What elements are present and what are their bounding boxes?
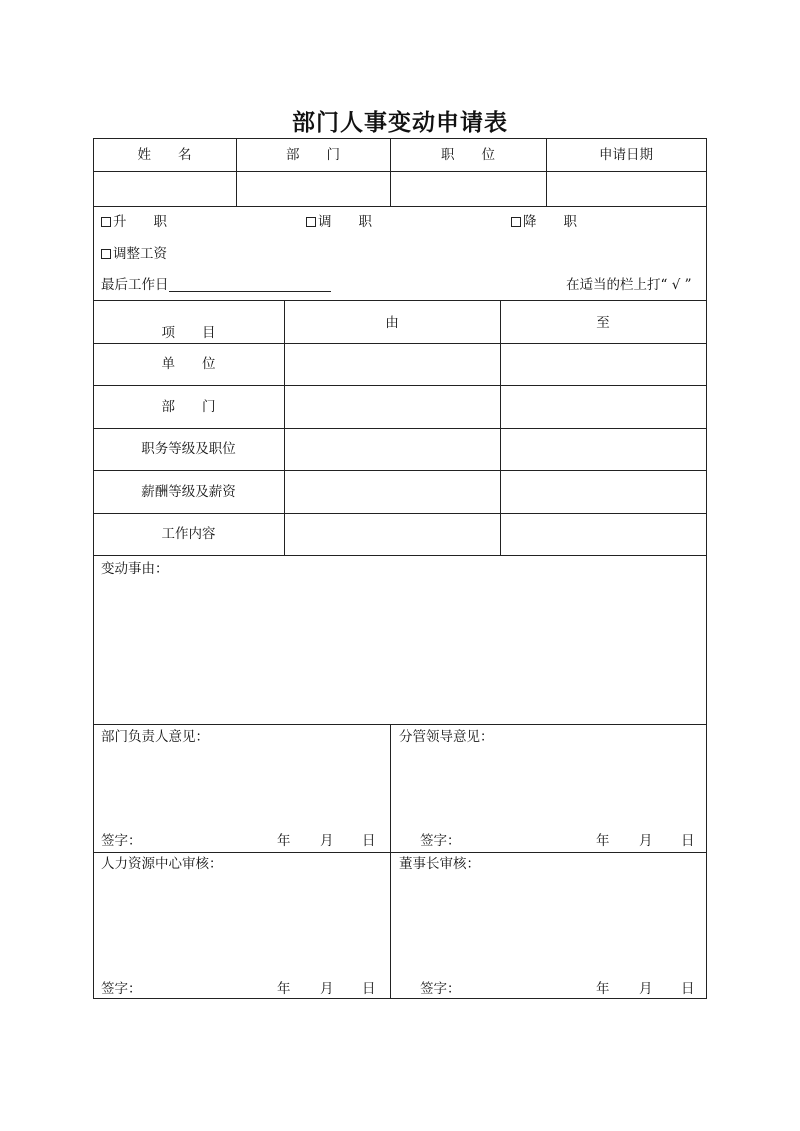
option-transfer[interactable] <box>306 214 372 230</box>
last-workday-field[interactable] <box>169 277 331 292</box>
apply-date-field[interactable] <box>547 172 705 205</box>
row-label-job-content: 工作内容 <box>161 526 216 542</box>
line-change-row2 <box>93 428 707 429</box>
chairman-label: 董事长审核： <box>399 856 480 872</box>
year-label: 年 <box>596 833 610 849</box>
reason-label: 变动事由： <box>101 561 169 577</box>
last-workday-label: 最后工作日 <box>101 277 169 293</box>
line-bottom <box>93 998 707 999</box>
line-change-row1 <box>93 385 707 386</box>
month-label: 月 <box>320 833 334 849</box>
check-hint: 在适当的栏上打“ √ ” <box>566 277 692 293</box>
year-label: 年 <box>596 981 610 997</box>
year-label: 年 <box>277 981 291 997</box>
month-label: 月 <box>639 981 653 997</box>
checkbox-icon[interactable] <box>511 217 521 227</box>
checkbox-icon[interactable] <box>306 217 316 227</box>
to-header: 至 <box>596 315 610 331</box>
sign-label: 签字： <box>101 981 142 997</box>
header-position: 职 位 <box>441 147 495 163</box>
row-label-grade-position: 职务等级及职位 <box>141 441 236 457</box>
sign-label: 签字： <box>420 981 461 997</box>
line-change-row3 <box>93 470 707 471</box>
border-left <box>93 138 94 999</box>
sign-label: 签字： <box>101 833 142 849</box>
hr-label: 人力资源中心审核： <box>101 856 223 872</box>
name-field[interactable] <box>94 172 235 205</box>
row-label-salary-grade: 薪酬等级及薪资 <box>141 484 236 500</box>
header-apply-date: 申请日期 <box>599 147 653 163</box>
day-label: 日 <box>681 981 695 997</box>
line-approval-mid <box>93 852 707 853</box>
line-change-row4 <box>93 513 707 514</box>
option-salary-label: 调整工资 <box>113 246 167 262</box>
change-col-line-2 <box>500 300 501 555</box>
day-label: 日 <box>362 981 376 997</box>
last-workday <box>101 277 331 293</box>
day-label: 日 <box>362 833 376 849</box>
checkbox-icon[interactable] <box>101 249 111 259</box>
form-title: 部门人事变动申请表 <box>292 109 508 136</box>
header-name: 姓 名 <box>137 147 192 163</box>
dept-head-label: 部门负责人意见： <box>101 729 209 745</box>
month-label: 月 <box>320 981 334 997</box>
sign-label: 签字： <box>420 833 461 849</box>
option-demote[interactable] <box>511 214 577 230</box>
option-promote-label: 升 职 <box>113 214 167 230</box>
department-field[interactable] <box>237 172 389 205</box>
header-department: 部 门 <box>286 147 340 163</box>
line-change-header-bottom <box>93 343 707 344</box>
from-header: 由 <box>385 315 399 331</box>
position-field[interactable] <box>391 172 545 205</box>
line-reason-bottom <box>93 724 707 725</box>
line-options-bottom <box>93 300 707 301</box>
border-right <box>706 138 707 999</box>
item-header: 项 目 <box>161 325 216 341</box>
checkbox-icon[interactable] <box>101 217 111 227</box>
line-change-bottom <box>93 555 707 556</box>
approval-col-line <box>390 724 391 998</box>
option-salary[interactable] <box>101 246 167 262</box>
option-transfer-label: 调 职 <box>318 214 372 230</box>
day-label: 日 <box>681 833 695 849</box>
change-col-line-1 <box>284 300 285 555</box>
option-promote[interactable] <box>101 214 167 230</box>
month-label: 月 <box>639 833 653 849</box>
line-info-bottom <box>93 206 707 207</box>
line-top <box>93 138 707 139</box>
manager-label: 分管领导意见： <box>399 729 494 745</box>
row-label-unit: 单 位 <box>161 356 216 372</box>
year-label: 年 <box>277 833 291 849</box>
option-demote-label: 降 职 <box>523 214 577 230</box>
row-label-department: 部 门 <box>161 399 216 415</box>
